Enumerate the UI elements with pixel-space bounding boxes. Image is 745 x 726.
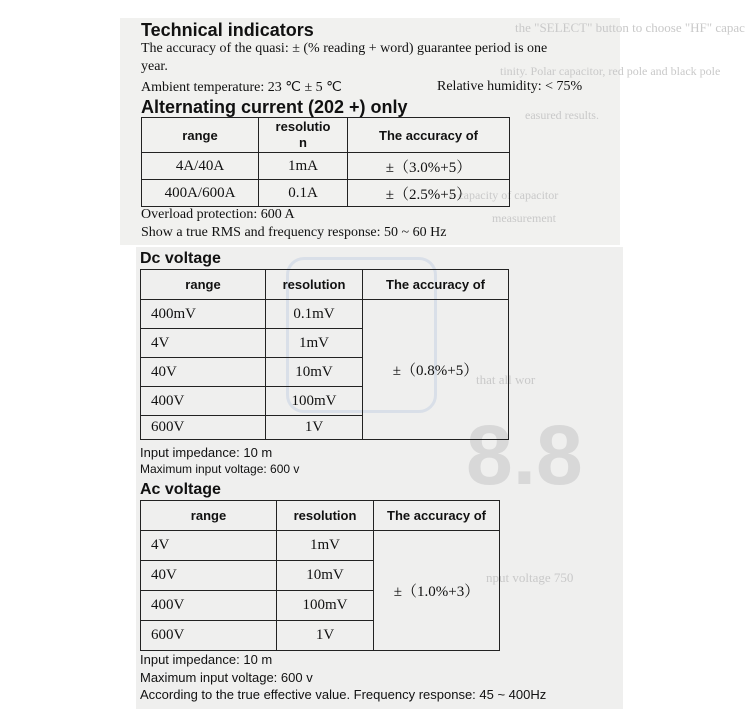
cell-range: 600V [141, 621, 277, 651]
header-accuracy: The accuracy of [374, 501, 500, 531]
rms-frequency-response: Show a true RMS and frequency response: 50 ~ 60 Hz [141, 225, 447, 240]
cell-range: 400A/600A [142, 180, 259, 207]
table-row [141, 531, 500, 561]
cell-range: 400V [141, 387, 266, 416]
table-row [141, 300, 509, 329]
voltage-specs-panel [136, 247, 623, 709]
cell-resolution: 10mV [266, 358, 363, 387]
cell-resolution: 1V [277, 621, 374, 651]
bleed-through-text: the "SELECT" button to choose "HF" capac [515, 20, 745, 35]
header-resolution [259, 118, 348, 153]
dc-max-input-voltage: Maximum input voltage: 600 v [140, 462, 300, 476]
header-range: range [141, 270, 266, 300]
technical-indicators-panel [120, 18, 745, 245]
table-row [142, 153, 510, 180]
cell-resolution: 1mV [266, 329, 363, 358]
bleed-through-text: e capacity of capacitor [450, 188, 559, 202]
section-title-dc-voltage: Dc voltage [140, 250, 221, 267]
cell-range: 4A/40A [142, 153, 259, 180]
table-header-row [142, 118, 510, 153]
ac-max-input-voltage: Maximum input voltage: 600 v [140, 670, 313, 685]
accuracy-statement-cont: year. [141, 59, 168, 74]
header-resolution: resolution [277, 501, 374, 531]
cell-accuracy: ±（2.5%+5） [348, 180, 510, 207]
ac-current-table [141, 117, 510, 207]
watermark-display-icon: 8.8 [466, 408, 583, 502]
header-resolution-line1: resolutio [275, 119, 331, 134]
header-range: range [141, 501, 277, 531]
header-accuracy: The accuracy of [363, 270, 509, 300]
bleed-through-text: easured results. [525, 108, 599, 122]
relative-humidity: Relative humidity: < 75% [437, 79, 583, 94]
cell-accuracy: ±（0.8%+5） [363, 300, 509, 440]
ac-input-impedance: Input impedance: 10 m [140, 652, 273, 667]
bleed-through-text: nput voltage 750 [486, 570, 574, 585]
cell-range: 40V [141, 561, 277, 591]
cell-resolution: 0.1mV [266, 300, 363, 329]
cell-resolution: 100mV [266, 387, 363, 416]
table-header-row [141, 501, 500, 531]
header-resolution-line2: n [299, 135, 307, 150]
cell-range: 40V [141, 358, 266, 387]
cell-resolution: 1mA [259, 153, 348, 180]
section-title-ac-voltage: Ac voltage [140, 481, 221, 498]
cell-range: 4V [141, 531, 277, 561]
cell-range: 600V [141, 416, 266, 440]
bleed-through-text: measurement [492, 211, 556, 225]
cell-resolution: 1V [266, 416, 363, 440]
dc-voltage-table [140, 269, 509, 440]
bleed-through-text: that all wor [476, 372, 536, 387]
cell-accuracy: ±（3.0%+5） [348, 153, 510, 180]
dc-input-impedance: Input impedance: 10 m [140, 445, 273, 460]
cell-range: 4V [141, 329, 266, 358]
cell-resolution: 1mV [277, 531, 374, 561]
bleed-through-text: tinity. Polar capacitor, red pole and black pole [500, 64, 721, 78]
page-title: Technical indicators [141, 20, 314, 40]
section-title-ac-current: Alternating current (202 +) only [141, 97, 408, 117]
cell-resolution: 0.1A [259, 180, 348, 207]
table-row [142, 180, 510, 207]
header-accuracy: The accuracy of [348, 118, 510, 153]
header-range: range [142, 118, 259, 153]
overload-protection: Overload protection: 600 A [141, 207, 295, 222]
table-header-row [141, 270, 509, 300]
cell-range: 400mV [141, 300, 266, 329]
cell-range: 400V [141, 591, 277, 621]
cell-resolution: 10mV [277, 561, 374, 591]
header-resolution: resolution [266, 270, 363, 300]
cell-accuracy: ±（1.0%+3） [374, 531, 500, 651]
true-effective-value-note: According to the true effective value. Frequency response: 45 ~ 400Hz [140, 687, 547, 702]
ac-voltage-table [140, 500, 500, 651]
cell-resolution: 100mV [277, 591, 374, 621]
ambient-temperature: Ambient temperature: 23 ℃ ± 5 ℃ [141, 80, 342, 95]
accuracy-statement: The accuracy of the quasi: ± (% reading + word) guarantee period is one [141, 41, 548, 56]
